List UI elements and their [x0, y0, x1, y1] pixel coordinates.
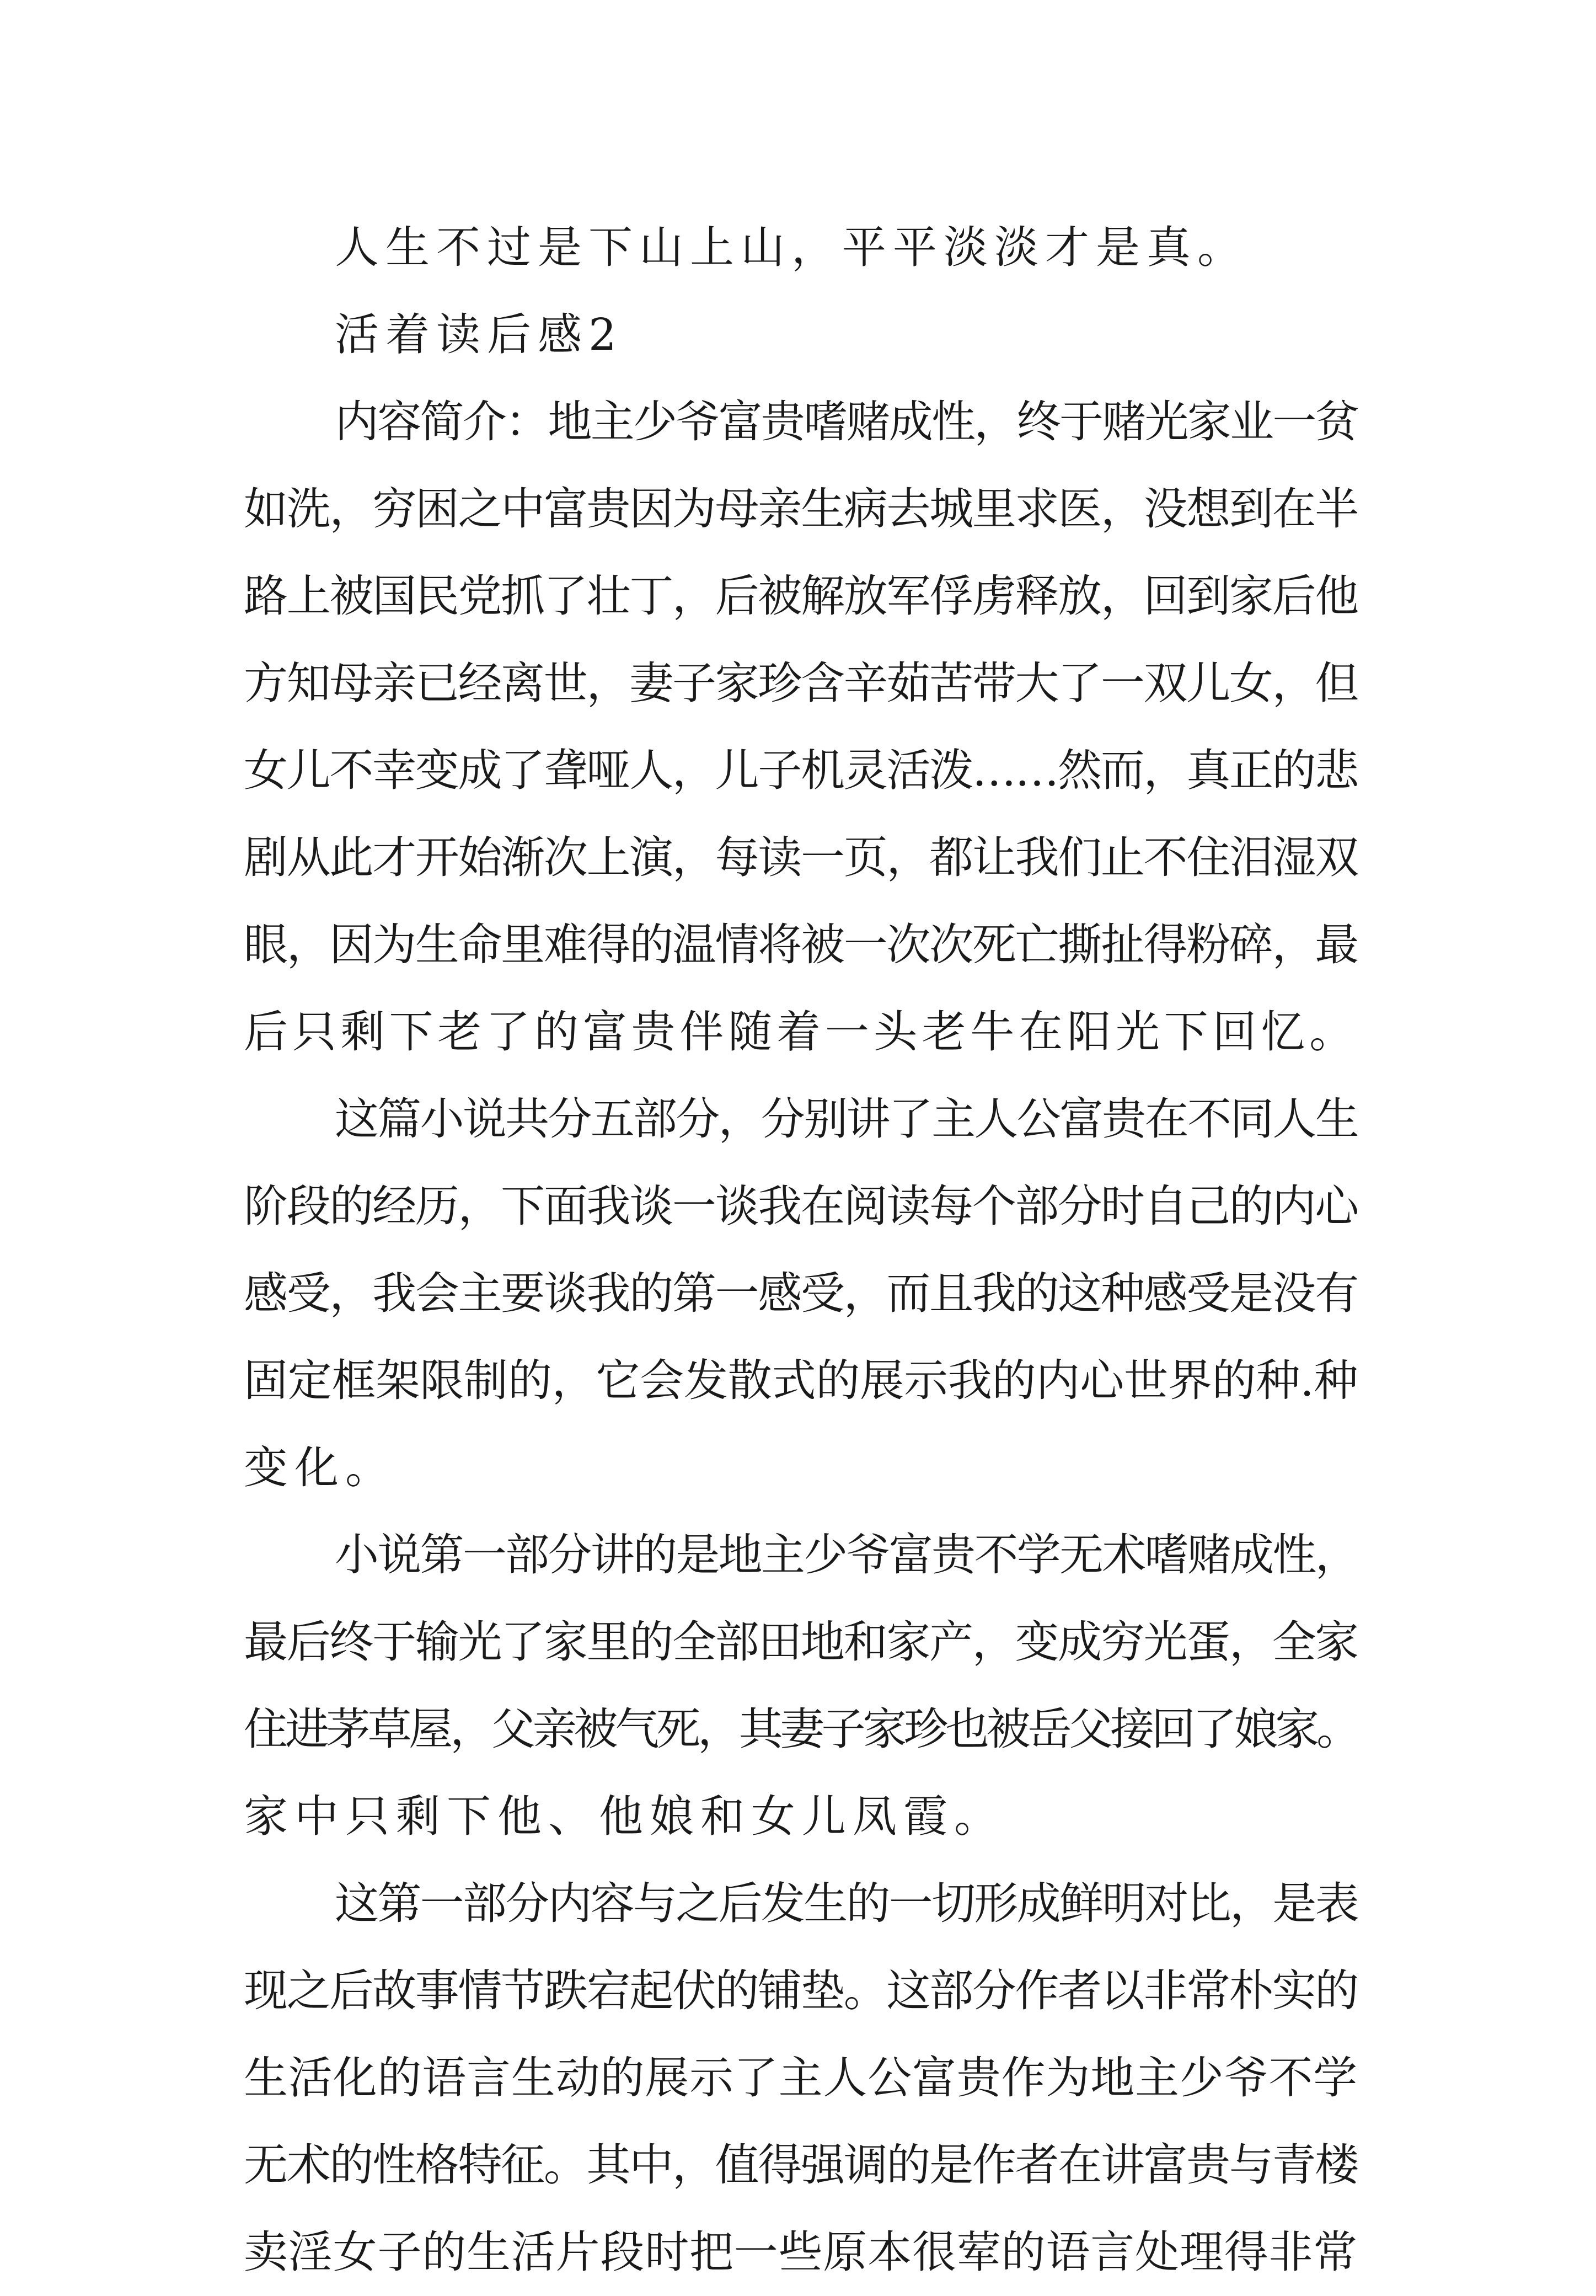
text-line: 固定框架限制的，它会发散式的展示我的内心世界的种.种: [244, 1355, 1358, 1406]
text-line: 女儿不幸变成了聋哑人，儿子机灵活泼……然而，真正的悲: [244, 745, 1358, 796]
text-line: 内容简介：地主少爷富贵嗜赌成性，终于赌光家业一贫: [335, 396, 1358, 447]
text-line: 无术的性格特征。其中，值得强调的是作者在讲富贵与青楼: [244, 2139, 1358, 2191]
text-line: 住进茅草屋，父亲被气死，其妻子家珍也被岳父接回了娘家。: [244, 1704, 1358, 1755]
text-line: 剧从此才开始渐次上演，每读一页，都让我们止不住泪湿双: [244, 832, 1358, 883]
text-line: 阶段的经历，下面我谈一谈我在阅读每个部分时自己的内心: [244, 1181, 1358, 1232]
text-line: 现之后故事情节跌宕起伏的铺垫。这部分作者以非常朴实的: [244, 1965, 1358, 2016]
text-line: 人生不过是下山上山，平平淡淡才是真。: [335, 222, 1248, 273]
text-line: 眼，因为生命里难得的温情将被一次次死亡撕扯得粉碎，最: [244, 919, 1358, 970]
text-line: 卖淫女子的生活片段时把一些原本很荤的语言处理得非常: [244, 2226, 1358, 2278]
text-line: 生活化的语言生动的展示了主人公富贵作为地主少爷不学: [244, 2052, 1358, 2103]
text-line: 感受，我会主要谈我的第一感受，而且我的这种感受是没有: [244, 1268, 1358, 1319]
document-body: [244, 204, 1358, 2296]
text-line: 这第一部分内容与之后发生的一切形成鲜明对比，是表: [335, 1878, 1358, 1929]
section-heading: 活着读后感2: [335, 309, 623, 360]
text-line: 路上被国民党抓了壮丁，后被解放军俘虏释放，回到家后他: [244, 570, 1358, 622]
text-line: 家中只剩下他、他娘和女儿凤霞。: [244, 1791, 1005, 1842]
text-line: 小说第一部分讲的是地主少爷富贵不学无术嗜赌成性，: [335, 1529, 1358, 1580]
text-line: 这篇小说共分五部分，分别讲了主人公富贵在不同人生: [335, 1093, 1358, 1145]
text-line: 如洗，穷困之中富贵因为母亲生病去城里求医，没想到在半: [244, 483, 1358, 535]
text-line: 变化。: [244, 1442, 396, 1493]
text-line: 方知母亲已经离世，妻子家珍含辛茹苦带大了一双儿女，但: [244, 658, 1358, 709]
text-line: 后只剩下老了的富贵伴随着一头老牛在阳光下回忆。: [244, 1006, 1358, 1058]
text-line: 最后终于输光了家里的全部田地和家产，变成穷光蛋，全家: [244, 1616, 1358, 1668]
